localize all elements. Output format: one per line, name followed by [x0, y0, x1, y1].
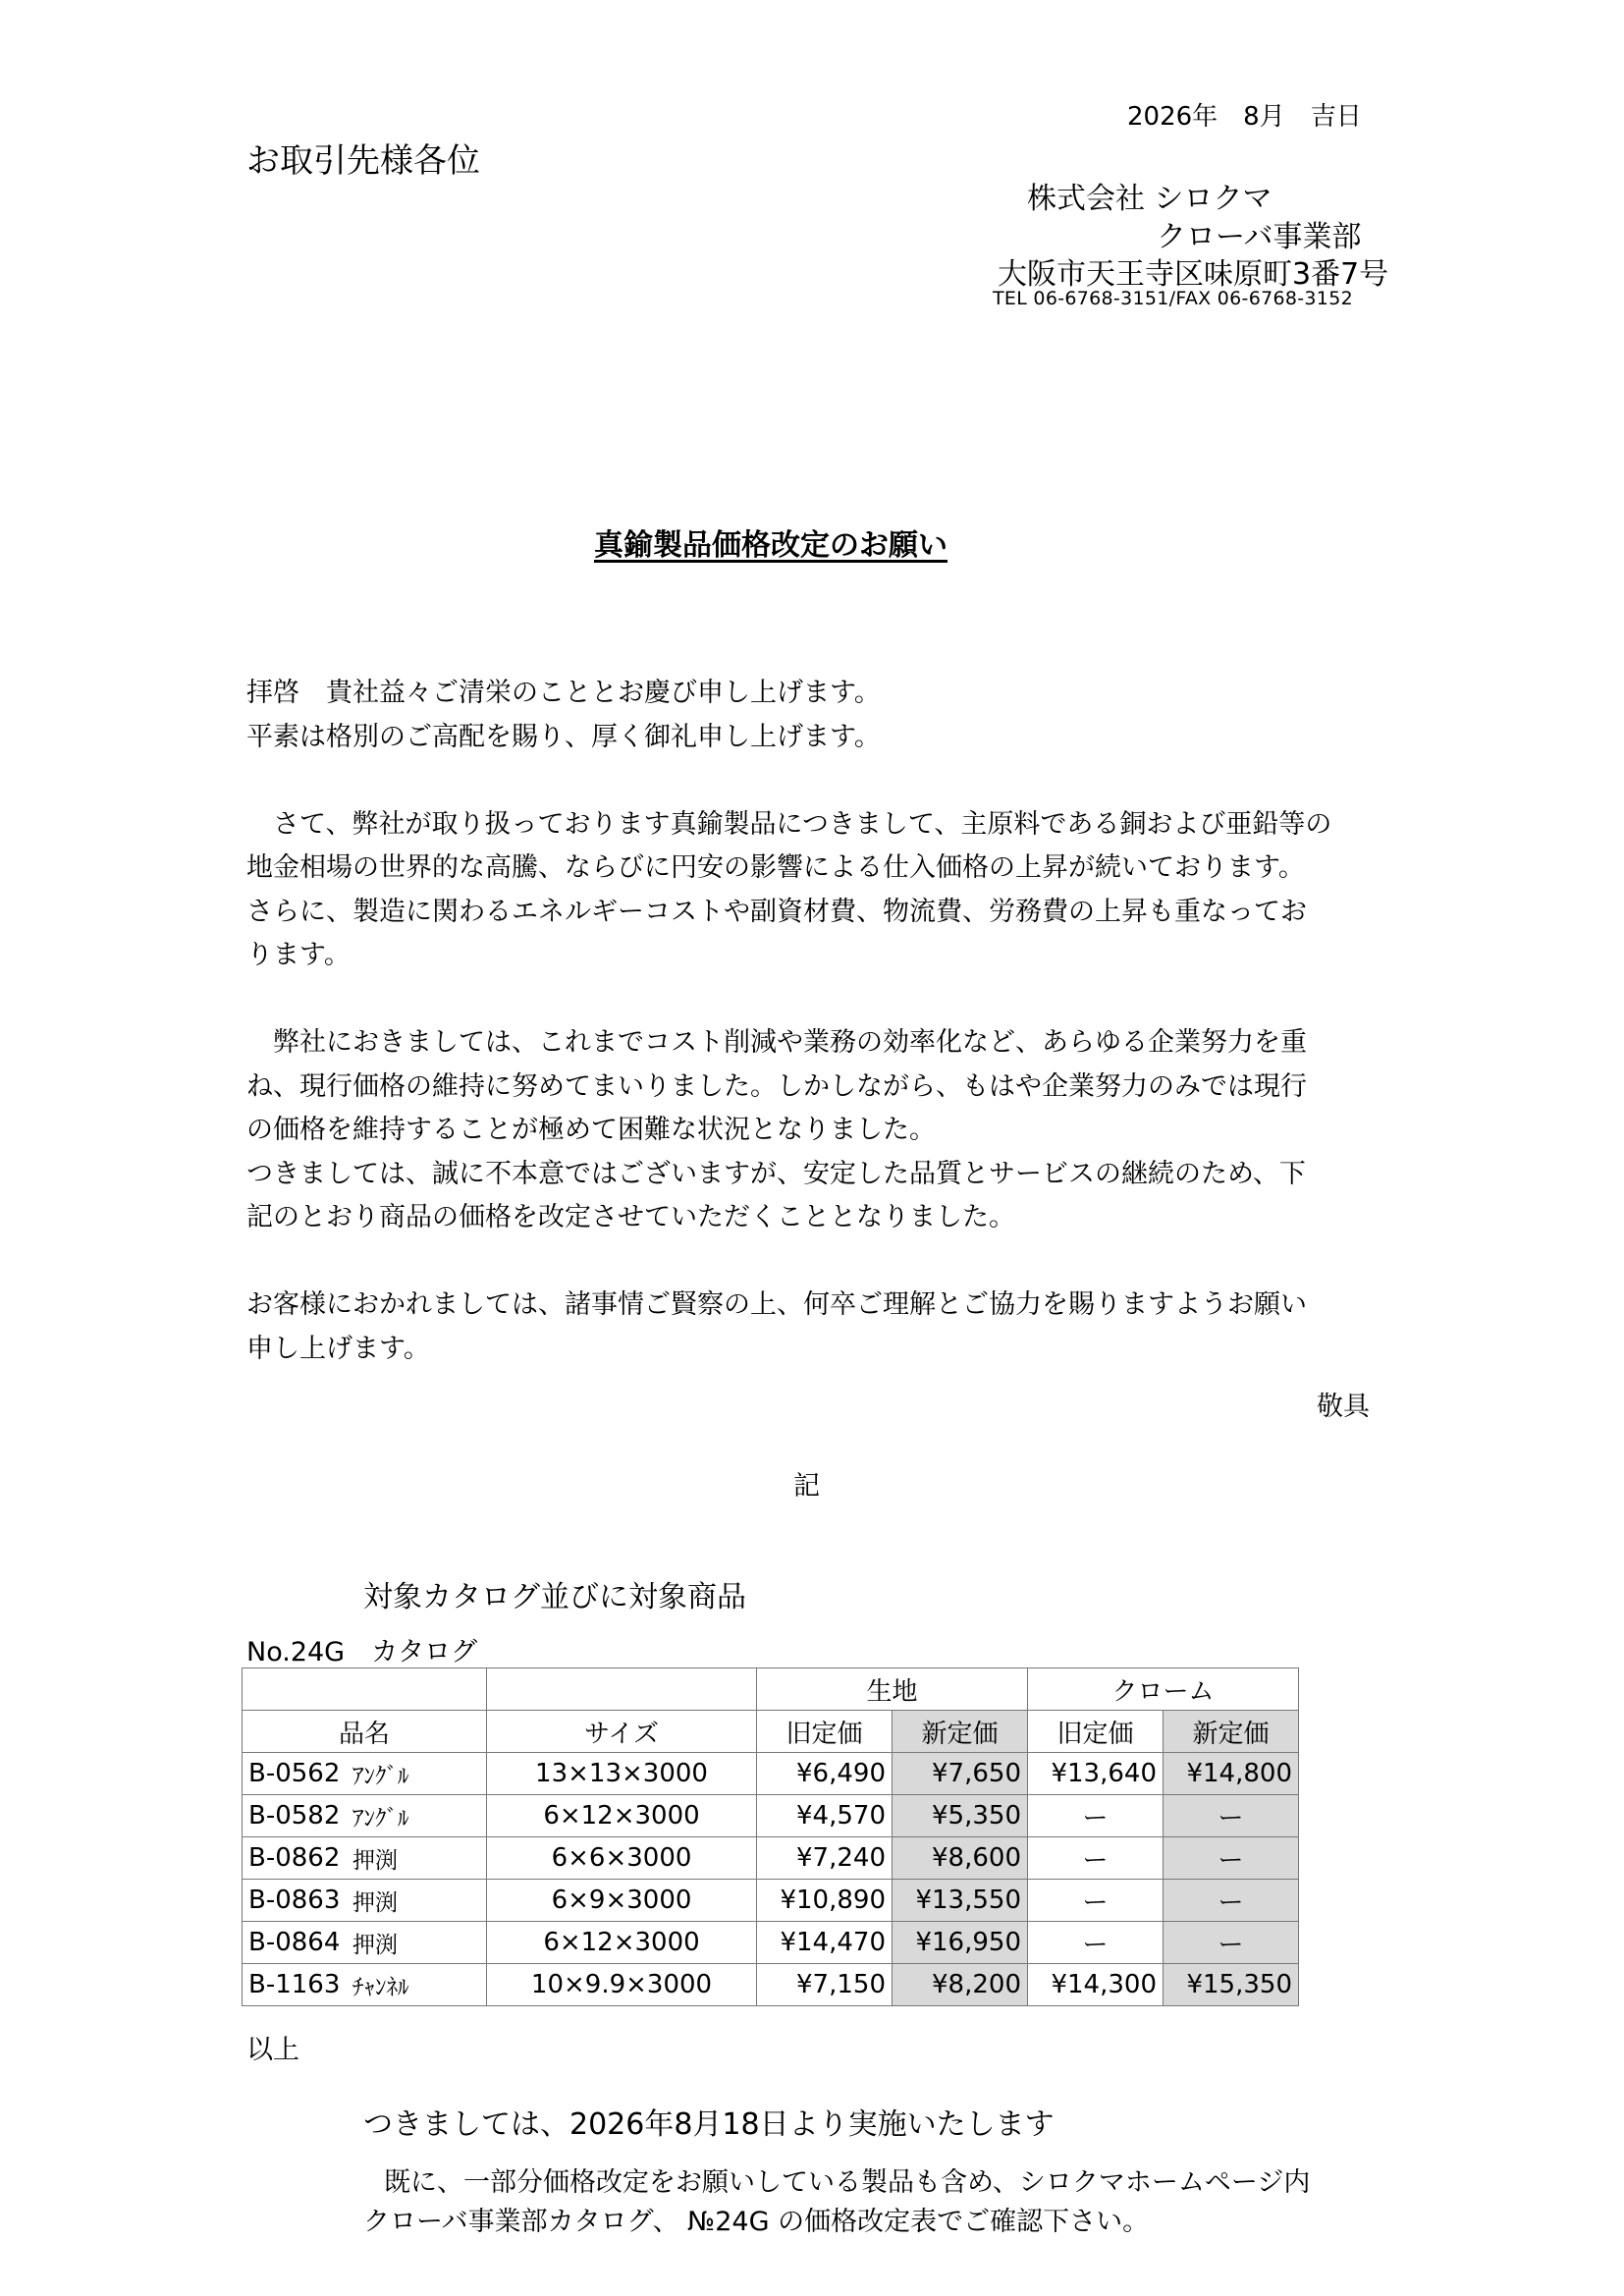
new-price-chrome: ¥15,350	[1164, 1964, 1299, 2006]
old-price-plain: ¥6,490	[757, 1753, 893, 1795]
table-row	[243, 1753, 1299, 1795]
product-type: 押渕	[347, 1880, 487, 1922]
product-code: B-0582	[243, 1795, 348, 1837]
catalog-label: No.24G カタログ	[246, 1637, 478, 1667]
new-price-chrome: ー	[1164, 1837, 1299, 1880]
body-line: ります。	[246, 940, 351, 970]
product-code: B-0862	[243, 1837, 348, 1880]
letter-date: 2026年 8月 吉日	[1127, 102, 1362, 132]
new-price-plain: ¥8,600	[893, 1837, 1028, 1880]
body-line: 申し上げます。	[246, 1333, 430, 1364]
table-cell-empty	[487, 1668, 757, 1711]
new-price-plain: ¥8,200	[893, 1964, 1028, 2006]
body-line: お客様におかれましては、諸事情ご賢察の上、何卒ご理解とご協力を賜りますようお願い	[246, 1289, 1307, 1320]
product-code: B-1163	[243, 1964, 348, 2006]
old-price-plain: ¥4,570	[757, 1795, 893, 1837]
product-type: ｱﾝｸﾞﾙ	[347, 1753, 487, 1795]
body-line: 記のとおり商品の価格を改定させていただくこととなりました。	[246, 1202, 1015, 1232]
products-heading: 対象カタログ並びに対象商品	[363, 1580, 746, 1614]
old-price-plain: ¥7,240	[757, 1837, 893, 1880]
new-price-plain: ¥5,350	[893, 1795, 1028, 1837]
column-header-new-plain: 新定価	[893, 1711, 1028, 1753]
product-type: 押渕	[347, 1837, 487, 1880]
table-row	[243, 1795, 1299, 1837]
old-price-chrome: ー	[1028, 1795, 1164, 1837]
product-code: B-0863	[243, 1880, 348, 1922]
company-name: 株式会社 シロクマ	[1027, 182, 1272, 216]
body-line: さて、弊社が取り扱っております真鍮製品につきまして、主原料である銅および亜鉛等の	[246, 808, 1332, 840]
table-group-header-row	[243, 1668, 1299, 1711]
old-price-plain: ¥14,470	[757, 1922, 893, 1964]
group-header-chrome: クローム	[1028, 1668, 1299, 1711]
table-header-row	[243, 1711, 1299, 1753]
column-header-size: サイズ	[487, 1711, 757, 1753]
product-size: 6×12×3000	[487, 1922, 757, 1964]
body-line: さらに、製造に関わるエネルギーコストや副資材費、物流費、労務費の上昇も重なってお	[246, 896, 1307, 927]
product-code: B-0562	[243, 1753, 348, 1795]
confirm-text-line2: クローバ事業部カタログ、 №24G の価格改定表でご確認下さい。	[363, 2207, 1150, 2237]
product-size: 6×9×3000	[487, 1880, 757, 1922]
product-type: ﾁｬﾝﾈﾙ	[347, 1964, 487, 2006]
old-price-chrome: ¥14,300	[1028, 1964, 1164, 2006]
new-price-chrome: ー	[1164, 1922, 1299, 1964]
column-header-name: 品名	[243, 1711, 487, 1753]
contact-numbers: TEL 06-6768-3151/FAX 06-6768-3152	[993, 288, 1353, 309]
body-line: の価格を維持することが極めて困難な状況となりました。	[246, 1115, 936, 1145]
old-price-plain: ¥10,890	[757, 1880, 893, 1922]
closing-keigu: 敬具	[1317, 1392, 1370, 1422]
new-price-chrome: ー	[1164, 1880, 1299, 1922]
company-address: 大阪市天王寺区味原町3番7号	[998, 257, 1389, 292]
product-size: 13×13×3000	[487, 1753, 757, 1795]
letter-title: 真鍮製品価格改定のお願い	[594, 528, 947, 563]
column-header-old-chrome: 旧定価	[1028, 1711, 1164, 1753]
body-line: 平素は格別のご高配を賜り、厚く御礼申し上げます。	[246, 721, 881, 752]
product-code: B-0864	[243, 1922, 348, 1964]
ki-mark: 記	[793, 1471, 820, 1502]
old-price-chrome: ー	[1028, 1880, 1164, 1922]
price-table	[242, 1667, 1299, 2006]
new-price-plain: ¥16,950	[893, 1922, 1028, 1964]
old-price-chrome: ¥13,640	[1028, 1753, 1164, 1795]
table-row	[243, 1922, 1299, 1964]
body-line: 拝啓 貴社益々ご清栄のこととお慶び申し上げます。	[246, 678, 881, 708]
column-header-old-plain: 旧定価	[757, 1711, 893, 1753]
new-price-chrome: ¥14,800	[1164, 1753, 1299, 1795]
table-row	[243, 1880, 1299, 1922]
division-name: クローバ事業部	[1157, 220, 1362, 254]
letter-body	[246, 672, 1405, 1371]
group-header-plain: 生地	[757, 1668, 1028, 1711]
body-line: ね、現行価格の維持に努めてまいりました。しかしながら、もはや企業努力のみでは現行	[246, 1070, 1307, 1102]
effective-date-notice: つきましては、2026年8月18日より実施いたします	[363, 2107, 1055, 2142]
body-line: つきましては、誠に不本意ではございますが、安定した品質とサービスの継続のため、下	[246, 1158, 1306, 1189]
old-price-chrome: ー	[1028, 1837, 1164, 1880]
body-line: 弊社におきましては、これまでコスト削減や業務の効率化など、あらゆる企業努力を重	[246, 1027, 1307, 1058]
new-price-chrome: ー	[1164, 1795, 1299, 1837]
product-size: 10×9.9×3000	[487, 1964, 757, 2006]
addressee: お取引先様各位	[246, 141, 480, 181]
body-line: 地金相場の世界的な高騰、ならびに円安の影響による仕入価格の上昇が続いております。	[246, 852, 1305, 883]
product-type: ｱﾝｸﾞﾙ	[347, 1795, 487, 1837]
table-cell-empty	[243, 1668, 487, 1711]
column-header-new-chrome: 新定価	[1164, 1711, 1299, 1753]
end-mark: 以上	[246, 2035, 299, 2065]
product-size: 6×6×3000	[487, 1837, 757, 1880]
table-row	[243, 1837, 1299, 1880]
new-price-plain: ¥7,650	[893, 1753, 1028, 1795]
new-price-plain: ¥13,550	[893, 1880, 1028, 1922]
table-row	[243, 1964, 1299, 2006]
old-price-chrome: ー	[1028, 1922, 1164, 1964]
old-price-plain: ¥7,150	[757, 1964, 893, 2006]
product-size: 6×12×3000	[487, 1795, 757, 1837]
confirm-text-line1: 既に、一部分価格改定をお願いしている製品も含め、シロクマホームページ内	[384, 2167, 1311, 2198]
product-type: 押渕	[347, 1922, 487, 1964]
